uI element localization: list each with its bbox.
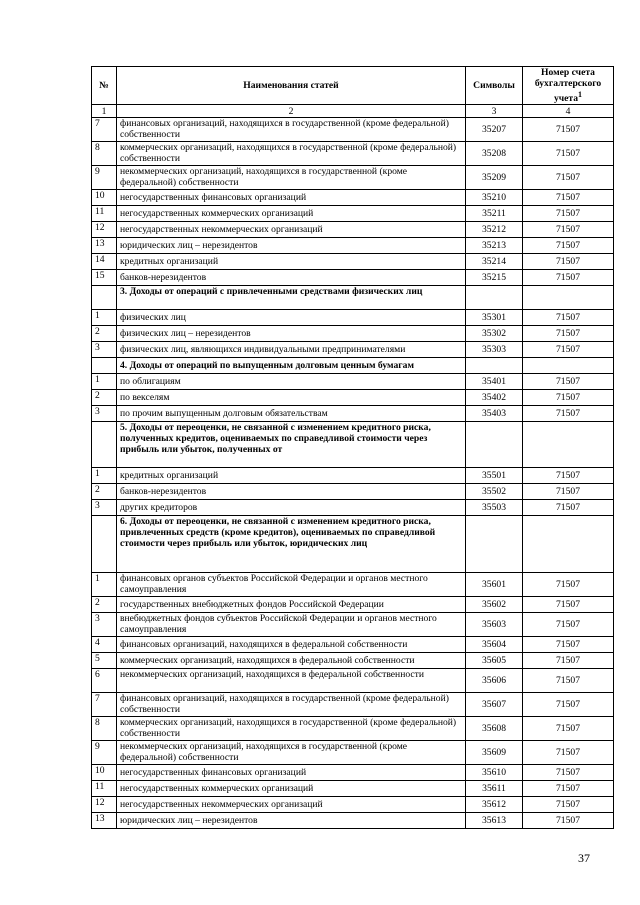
- row-symbol: 35604: [466, 637, 523, 653]
- row-name: негосударственных финансовых организаций: [117, 190, 466, 206]
- row-number: [92, 358, 117, 374]
- row-name: некоммерческих организаций, находящихся в федеральной собственности: [117, 669, 466, 693]
- row-number: 13: [92, 238, 117, 254]
- column-index: 1: [92, 105, 117, 118]
- row-account: 71507: [523, 310, 614, 326]
- table-row: [92, 741, 614, 765]
- row-name: коммерческих организаций, находящихся в государственной (кроме федеральной) собственности: [117, 717, 466, 741]
- section-header-row: [92, 516, 614, 573]
- table-row: [92, 797, 614, 813]
- row-number: 5: [92, 653, 117, 669]
- row-account: 71507: [523, 717, 614, 741]
- row-account: 71507: [523, 597, 614, 613]
- row-account: 71507: [523, 637, 614, 653]
- row-number: 14: [92, 254, 117, 270]
- row-account: 71507: [523, 797, 614, 813]
- row-number: 3: [92, 613, 117, 637]
- row-number: 7: [92, 118, 117, 142]
- table-row: [92, 374, 614, 390]
- table-row: [92, 406, 614, 422]
- row-number: 2: [92, 390, 117, 406]
- row-account: [523, 286, 614, 310]
- row-account: 71507: [523, 613, 614, 637]
- table-row: [92, 717, 614, 741]
- row-name: 3. Доходы от операций с привлеченными средствами физических лиц: [117, 286, 466, 310]
- row-name: по облигациям: [117, 374, 466, 390]
- page-number: 37: [578, 851, 590, 865]
- row-account: 71507: [523, 468, 614, 484]
- row-name: по векселям: [117, 390, 466, 406]
- row-symbol: 35602: [466, 597, 523, 613]
- row-account: 71507: [523, 190, 614, 206]
- row-number: [92, 422, 117, 468]
- table-row: [92, 142, 614, 166]
- row-name: негосударственных некоммерческих организаций: [117, 797, 466, 813]
- row-number: [92, 516, 117, 573]
- row-symbol: 35612: [466, 797, 523, 813]
- row-account: 71507: [523, 222, 614, 238]
- row-number: 8: [92, 717, 117, 741]
- row-account: 71507: [523, 118, 614, 142]
- row-symbol: 35502: [466, 484, 523, 500]
- row-account: [523, 516, 614, 573]
- row-name: негосударственных коммерческих организаций: [117, 206, 466, 222]
- row-account: 71507: [523, 813, 614, 829]
- row-account: 71507: [523, 741, 614, 765]
- accounts-table: [91, 66, 614, 829]
- row-number: 11: [92, 781, 117, 797]
- table-row: [92, 500, 614, 516]
- row-number: 6: [92, 669, 117, 693]
- row-number: 15: [92, 270, 117, 286]
- table-row: [92, 573, 614, 597]
- row-account: 71507: [523, 693, 614, 717]
- row-number: 1: [92, 310, 117, 326]
- column-index-row: [92, 105, 614, 118]
- row-number: 12: [92, 222, 117, 238]
- row-symbol: 35212: [466, 222, 523, 238]
- row-symbol: 35601: [466, 573, 523, 597]
- header-num: №: [92, 67, 117, 105]
- row-symbol: 35610: [466, 765, 523, 781]
- row-name: кредитных организаций: [117, 254, 466, 270]
- row-account: 71507: [523, 781, 614, 797]
- row-name: банков-нерезидентов: [117, 270, 466, 286]
- row-name: 4. Доходы от операций по выпущенным долговым ценным бумагам: [117, 358, 466, 374]
- row-account: 71507: [523, 484, 614, 500]
- row-number: 1: [92, 374, 117, 390]
- row-account: 71507: [523, 206, 614, 222]
- row-name: 5. Доходы от переоценки, не связанной с изменением кредитного риска, полученных кредитов, оцениваемых по справедливой стоимости через прибыль или убыток, полученных от: [117, 422, 466, 468]
- row-account: 71507: [523, 326, 614, 342]
- column-index: 2: [117, 105, 466, 118]
- row-number: 2: [92, 484, 117, 500]
- row-symbol: 35210: [466, 190, 523, 206]
- row-account: 71507: [523, 765, 614, 781]
- row-symbol: 35215: [466, 270, 523, 286]
- row-symbol: 35211: [466, 206, 523, 222]
- table-row: [92, 270, 614, 286]
- table-body: [92, 118, 614, 829]
- table-row: [92, 254, 614, 270]
- table-row: [92, 693, 614, 717]
- row-symbol: 35209: [466, 166, 523, 190]
- row-symbol: 35503: [466, 500, 523, 516]
- row-number: [92, 286, 117, 310]
- table-row: [92, 190, 614, 206]
- table-row: [92, 484, 614, 500]
- row-account: 71507: [523, 669, 614, 693]
- table-row: [92, 781, 614, 797]
- row-symbol: 35208: [466, 142, 523, 166]
- row-name: внебюджетных фондов субъектов Российской Федерации и органов местного самоуправления: [117, 613, 466, 637]
- row-symbol: 35608: [466, 717, 523, 741]
- row-name: государственных внебюджетных фондов Российской Федерации: [117, 597, 466, 613]
- table-row: [92, 390, 614, 406]
- row-symbol: 35605: [466, 653, 523, 669]
- section-header-row: [92, 286, 614, 310]
- header-account-footnote: 1: [578, 90, 583, 99]
- row-name: кредитных организаций: [117, 468, 466, 484]
- row-number: 9: [92, 741, 117, 765]
- column-index: 3: [466, 105, 523, 118]
- table-row: [92, 765, 614, 781]
- row-account: 71507: [523, 142, 614, 166]
- column-index: 4: [523, 105, 614, 118]
- table-row: [92, 166, 614, 190]
- row-name: негосударственных финансовых организаций: [117, 765, 466, 781]
- row-number: 8: [92, 142, 117, 166]
- row-name: физических лиц, являющихся индивидуальными предпринимателями: [117, 342, 466, 358]
- row-number: 9: [92, 166, 117, 190]
- row-account: 71507: [523, 238, 614, 254]
- header-account-text: Номер счета бухгалтерского учета: [534, 67, 602, 105]
- row-account: 71507: [523, 390, 614, 406]
- row-symbol: 35607: [466, 693, 523, 717]
- row-symbol: [466, 358, 523, 374]
- row-name: некоммерческих организаций, находящихся в государственной (кроме федеральной) собственности: [117, 166, 466, 190]
- row-symbol: 35403: [466, 406, 523, 422]
- row-account: 71507: [523, 500, 614, 516]
- row-account: 71507: [523, 166, 614, 190]
- row-number: 3: [92, 500, 117, 516]
- table-row: [92, 653, 614, 669]
- row-name: финансовых органов субъектов Российской Федерации и органов местного самоуправления: [117, 573, 466, 597]
- row-symbol: 35303: [466, 342, 523, 358]
- row-symbol: 35301: [466, 310, 523, 326]
- row-account: 71507: [523, 573, 614, 597]
- row-account: 71507: [523, 374, 614, 390]
- row-number: 10: [92, 765, 117, 781]
- row-account: [523, 358, 614, 374]
- row-symbol: 35603: [466, 613, 523, 637]
- header-account: [523, 67, 614, 105]
- row-symbol: [466, 422, 523, 468]
- row-name: негосударственных некоммерческих организаций: [117, 222, 466, 238]
- row-name: по прочим выпущенным долговым обязательствам: [117, 406, 466, 422]
- row-name: юридических лиц – нерезидентов: [117, 238, 466, 254]
- table-row: [92, 637, 614, 653]
- row-name: коммерческих организаций, находящихся в федеральной собственности: [117, 653, 466, 669]
- row-symbol: 35402: [466, 390, 523, 406]
- section-header-row: [92, 422, 614, 468]
- table-row: [92, 310, 614, 326]
- row-symbol: 35213: [466, 238, 523, 254]
- table-row: [92, 118, 614, 142]
- row-name: физических лиц: [117, 310, 466, 326]
- row-account: 71507: [523, 653, 614, 669]
- table-row: [92, 206, 614, 222]
- table-row: [92, 669, 614, 693]
- table-header-row: [92, 67, 614, 105]
- table-row: [92, 468, 614, 484]
- row-number: 1: [92, 573, 117, 597]
- row-symbol: 35214: [466, 254, 523, 270]
- row-number: 3: [92, 406, 117, 422]
- row-account: 71507: [523, 270, 614, 286]
- row-symbol: [466, 286, 523, 310]
- section-header-row: [92, 358, 614, 374]
- table-row: [92, 342, 614, 358]
- row-account: [523, 422, 614, 468]
- row-account: 71507: [523, 254, 614, 270]
- row-account: 71507: [523, 406, 614, 422]
- row-name: финансовых организаций, находящихся в государственной (кроме федеральной) собственности: [117, 118, 466, 142]
- row-symbol: 35501: [466, 468, 523, 484]
- row-number: 1: [92, 468, 117, 484]
- row-account: 71507: [523, 342, 614, 358]
- table-row: [92, 613, 614, 637]
- row-number: 2: [92, 597, 117, 613]
- row-symbol: 35302: [466, 326, 523, 342]
- row-name: других кредиторов: [117, 500, 466, 516]
- row-name: финансовых организаций, находящихся в государственной (кроме федеральной) собственности: [117, 693, 466, 717]
- row-name: банков-нерезидентов: [117, 484, 466, 500]
- row-symbol: 35609: [466, 741, 523, 765]
- row-name: юридических лиц – нерезидентов: [117, 813, 466, 829]
- table-row: [92, 326, 614, 342]
- row-number: 3: [92, 342, 117, 358]
- row-name: негосударственных коммерческих организаций: [117, 781, 466, 797]
- row-symbol: 35613: [466, 813, 523, 829]
- table-row: [92, 597, 614, 613]
- row-name: 6. Доходы от переоценки, не связанной с изменением кредитного риска, привлеченных средств (кроме кредитов), оцениваемых по справедливой стоимости через прибыль или убыток, юридических лиц: [117, 516, 466, 573]
- row-symbol: 35611: [466, 781, 523, 797]
- row-symbol: [466, 516, 523, 573]
- table-row: [92, 222, 614, 238]
- row-name: некоммерческих организаций, находящихся в государственной (кроме федеральной) собственности: [117, 741, 466, 765]
- row-symbol: 35207: [466, 118, 523, 142]
- header-symbols: Символы: [466, 67, 523, 105]
- row-number: 7: [92, 693, 117, 717]
- row-number: 10: [92, 190, 117, 206]
- row-symbol: 35606: [466, 669, 523, 693]
- row-number: 4: [92, 637, 117, 653]
- header-name: Наименования статей: [117, 67, 466, 105]
- row-symbol: 35401: [466, 374, 523, 390]
- row-number: 13: [92, 813, 117, 829]
- table-row: [92, 813, 614, 829]
- row-number: 2: [92, 326, 117, 342]
- row-name: финансовых организаций, находящихся в федеральной собственности: [117, 637, 466, 653]
- row-number: 12: [92, 797, 117, 813]
- row-name: коммерческих организаций, находящихся в государственной (кроме федеральной) собственности: [117, 142, 466, 166]
- table-row: [92, 238, 614, 254]
- row-number: 11: [92, 206, 117, 222]
- row-name: физических лиц – нерезидентов: [117, 326, 466, 342]
